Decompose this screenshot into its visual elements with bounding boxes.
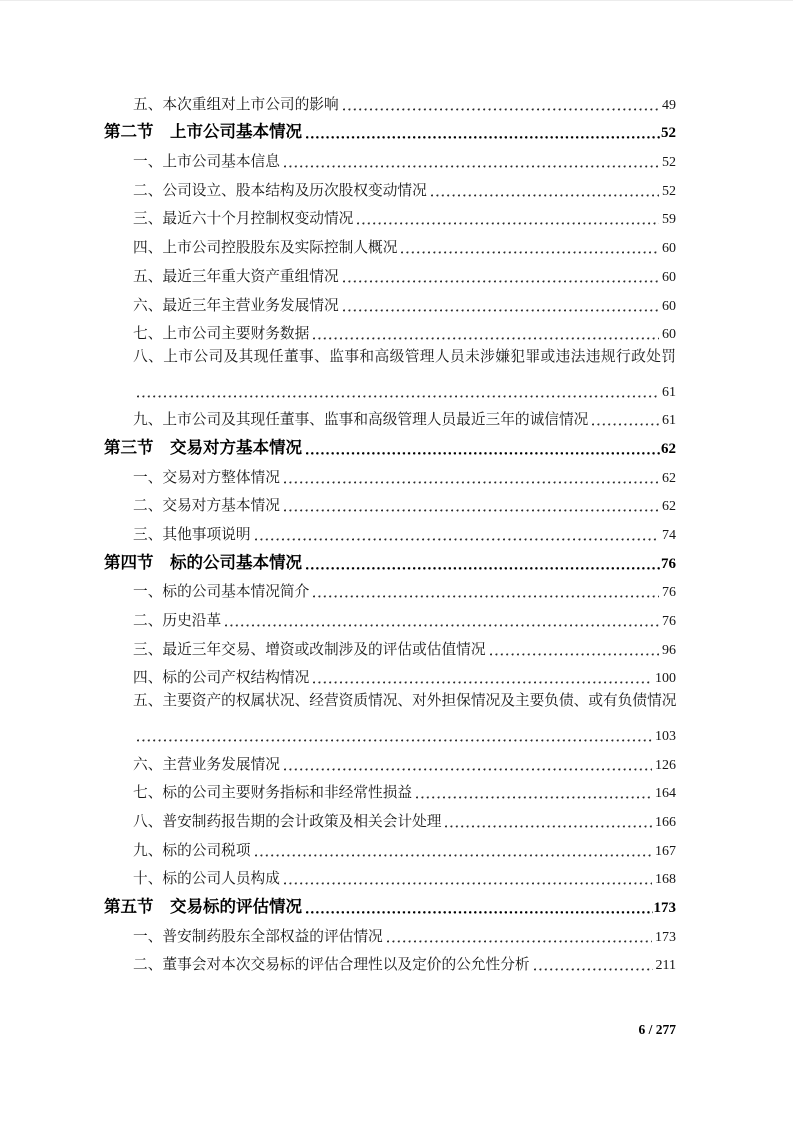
toc-entry-label: 六、主营业务发展情况 — [133, 756, 280, 773]
toc-entry-page: 173 — [655, 929, 676, 945]
toc-entry-label: 七、标的公司主要财务指标和非经常性损益 — [133, 785, 413, 802]
toc-entry — [104, 515, 676, 544]
toc-entry — [104, 85, 676, 114]
dot-leader — [401, 251, 659, 254]
toc-entry-page: 61 — [662, 384, 676, 400]
toc-entry-page: 168 — [655, 872, 676, 888]
toc-section-entry — [104, 114, 676, 143]
toc-entry-label: 一、标的公司基本情况简介 — [133, 584, 310, 601]
toc-entry — [104, 257, 676, 286]
dot-leader — [284, 509, 659, 512]
toc-entry-label: 第三节 交易对方基本情况 — [104, 437, 302, 457]
toc-entry-label: 二、交易对方基本情况 — [133, 498, 280, 515]
toc-entry — [104, 917, 676, 946]
toc-entry — [104, 946, 676, 975]
toc-entry-label: 八、普安制药报告期的会计政策及相关会计处理 — [133, 813, 442, 830]
toc-entry-label: 一、普安制药股东全部权益的评估情况 — [133, 928, 383, 945]
toc-entry — [104, 687, 676, 716]
toc-entry — [104, 228, 676, 257]
toc-entry-page: 96 — [662, 642, 676, 658]
toc-entry-label: 第四节 标的公司基本情况 — [104, 552, 302, 572]
page-number: 6 / 277 — [638, 1022, 676, 1037]
toc-entry-label: 三、其他事项说明 — [133, 527, 251, 543]
toc-entry-page: 173 — [653, 899, 676, 916]
toc-entry-label: 一、上市公司基本信息 — [133, 154, 280, 171]
toc-entry — [104, 659, 676, 688]
toc-entry-page: 49 — [662, 97, 676, 113]
dot-leader — [343, 108, 659, 111]
dot-leader — [284, 768, 652, 771]
dot-leader — [313, 337, 659, 340]
toc-section-entry — [104, 429, 676, 458]
dot-leader — [137, 739, 652, 742]
toc-entry-label: 九、上市公司及其现任董事、监事和高级管理人员最近三年的诚信情况 — [133, 412, 589, 429]
toc-entry-label: 三、最近三年交易、增资或改制涉及的评估或估值情况 — [133, 641, 486, 658]
dot-leader — [343, 309, 659, 312]
toc-entry-page: 60 — [662, 327, 676, 343]
toc-entry-page: 74 — [662, 528, 676, 543]
toc-section-entry — [104, 544, 676, 573]
toc-entry-label: 四、上市公司控股股东及实际控制人概况 — [133, 240, 398, 257]
dot-leader — [255, 538, 659, 541]
dot-leader — [343, 280, 659, 283]
toc-entry — [104, 860, 676, 889]
toc-entry-page: 59 — [662, 212, 676, 228]
toc-entry-label: 二、公司设立、股本结构及历次股权变动情况 — [133, 182, 427, 199]
dot-leader — [306, 567, 660, 570]
dot-leader — [284, 882, 652, 885]
toc — [104, 85, 676, 974]
toc-entry-label: 第五节 交易标的评估情况 — [104, 896, 302, 916]
toc-entry — [104, 601, 676, 630]
toc-entry — [104, 573, 676, 602]
dot-leader — [306, 911, 653, 914]
toc-entry-page: 52 — [662, 183, 676, 199]
toc-entry-label: 十、标的公司人员构成 — [133, 871, 280, 888]
dot-leader — [416, 796, 652, 799]
dot-leader — [357, 222, 659, 225]
dot-leader — [534, 968, 653, 971]
toc-entry-page: 164 — [655, 786, 676, 802]
toc-entry — [104, 487, 676, 516]
toc-entry-page: 60 — [662, 298, 676, 314]
toc-entry-label: 二、董事会对本次交易标的评估合理性以及定价的公允性分析 — [133, 957, 530, 974]
toc-entry — [104, 171, 676, 200]
toc-entry — [104, 401, 676, 430]
toc-entry-page: 76 — [662, 614, 676, 630]
toc-entry-page: 62 — [661, 440, 676, 457]
toc-entry-label: 五、最近三年重大资产重组情况 — [133, 268, 339, 285]
toc-entry — [104, 458, 676, 487]
toc-entry-page: 52 — [661, 125, 676, 142]
toc-entry — [104, 802, 676, 831]
dot-leader — [387, 940, 652, 943]
toc-entry — [104, 286, 676, 315]
toc-entry-page: 126 — [655, 757, 676, 773]
toc-entry-page: 60 — [662, 241, 676, 257]
toc-entry-page: 61 — [662, 413, 676, 429]
toc-entry-continuation — [104, 716, 676, 745]
toc-entry-label: 第二节 上市公司基本情况 — [104, 122, 302, 142]
dot-leader — [306, 136, 660, 139]
dot-leader — [225, 624, 659, 627]
dot-leader — [490, 653, 659, 656]
toc-entry-page: 62 — [662, 470, 676, 486]
toc-entry-page: 52 — [662, 155, 676, 171]
toc-entry-label: 三、最近六十个月控制权变动情况 — [133, 211, 354, 228]
toc-entry-page: 166 — [655, 814, 676, 830]
toc-entry — [104, 630, 676, 659]
toc-entry — [104, 774, 676, 803]
toc-entry-label: 一、交易对方整体情况 — [133, 469, 280, 486]
toc-entry — [104, 142, 676, 171]
toc-entry-label: 五、主要资产的权属状况、经营资质情况、对外担保情况及主要负债、或有负债情况 — [133, 693, 676, 710]
toc-entry-page: 76 — [662, 585, 676, 601]
toc-entry-label: 二、历史沿革 — [133, 613, 222, 630]
dot-leader — [284, 165, 659, 168]
dot-leader — [592, 423, 659, 426]
toc-entry-label: 六、最近三年主营业务发展情况 — [133, 297, 339, 314]
dot-leader — [255, 854, 652, 857]
toc-entry-page: 62 — [662, 499, 676, 515]
toc-entry — [104, 200, 676, 229]
toc-entry-page: 167 — [655, 843, 676, 859]
dot-leader — [313, 681, 652, 684]
dot-leader — [284, 481, 659, 484]
toc-entry-page: 103 — [655, 728, 676, 744]
toc-entry — [104, 745, 676, 774]
dot-leader — [306, 452, 660, 455]
toc-entry — [104, 831, 676, 860]
toc-entry-label: 四、标的公司产权结构情况 — [133, 670, 310, 687]
toc-entry-label: 八、上市公司及其现任董事、监事和高级管理人员未涉嫌犯罪或违法违规行政处罚 — [133, 349, 676, 366]
toc-entry-label: 七、上市公司主要财务数据 — [133, 326, 310, 343]
dot-leader — [137, 395, 659, 398]
toc-entry-label: 九、标的公司税项 — [133, 842, 251, 859]
dot-leader — [445, 825, 652, 828]
toc-entry-page: 211 — [655, 958, 676, 974]
toc-entry — [104, 343, 676, 372]
toc-entry-page: 60 — [662, 269, 676, 285]
toc-section-entry — [104, 888, 676, 917]
dot-leader — [313, 595, 659, 598]
dot-leader — [431, 194, 659, 197]
toc-entry-page: 100 — [655, 671, 676, 687]
toc-entry — [104, 315, 676, 344]
toc-entry-page: 76 — [661, 555, 676, 572]
toc-entry-continuation — [104, 372, 676, 401]
toc-entry-label: 五、本次重组对上市公司的影响 — [133, 96, 339, 113]
